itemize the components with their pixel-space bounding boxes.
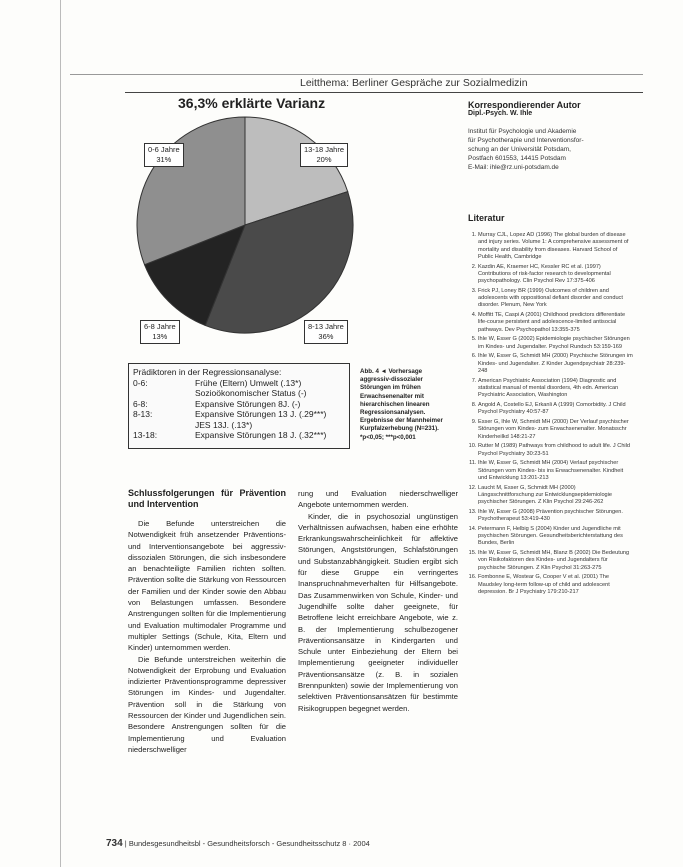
paragraph: rung und Evaluation niederschwelliger Angebote unternommen werden. [298,489,458,510]
predictor-text: JES 13J. (.13*) [195,419,253,430]
slice-label-text: 13-18 Jahre [304,145,345,154]
slice-value-text: 31% [156,155,172,164]
page-number: 734 [106,838,123,849]
address-line: Postfach 601553, 14415 Potsdam [468,155,566,162]
body-column-left [128,488,286,755]
predictor-text: Expansive Störungen 8J. (-) [195,398,301,409]
reference-item: 16. Fombonne E, Wostear G, Cooper V et al. (2001) The Maudsley long-term follow-up of child and adolescent depression. Br J Psychiatry 179:210-217 [478,574,633,596]
reference-item: 9. Esser G, Ihle W, Schmidt MH (2000) Der Verlauf psychischer Störungen vom Kindes- zum Erwachsenenalter. Monatsschr Kinderheilkd 148:21-27 [478,419,633,441]
predictor-text: Sozioökonomischer Status (-) [195,388,307,398]
slice-label-text: 8-13 Jahre [308,322,344,331]
predictors-title: Prädiktoren in der Regressionsanalyse: [133,367,282,377]
reference-item: 6. Ihle W, Esser G, Schmidt MH (2000) Psychische Störungen im Kindes- und Jugendalter. Z Kinder Jugendpsychiatr 28:239-248 [478,353,633,375]
slice-label-13-18 [300,143,348,167]
top-rule [70,74,643,75]
footer-separator: | [124,839,129,848]
predictors-box [128,363,350,449]
slice-label-6-8 [140,320,180,344]
figure-title: 36,3% erklärte Varianz [178,95,326,111]
predictor-row [133,420,345,431]
address-line: schung an der Universität Potsdam, [468,146,571,153]
predictor-age: 6-8: [133,398,148,409]
reference-item: 1. Murray CJL, Lopez AD (1996) The global burden of disease and injury series. Volume 1: A comprehensive assessment of mortality and disability from diseases. Harvard School of Public Health, Cambridge [478,232,633,261]
slice-label-8-13 [304,320,348,344]
body-column-right [298,488,458,714]
address-line: Institut für Psychologie und Akademie [468,128,577,135]
slice-value-text: 36% [318,332,334,341]
reference-item: 5. Ihle W, Esser G (2002) Epidemiologie psychischer Störungen im Kindes- und Jugendalter. Psychol Rundsch 53:159-169 [478,336,633,351]
predictor-row [133,388,345,399]
predictor-row [133,378,345,389]
reference-item: 14. Petermann F, Helbig S (2004) Kinder und Jugendliche mit psychischen Störungen. Gesundheitsberichterstattung des Bundes, Berlin [478,526,633,548]
figure-caption: Abb. 4 ◄ Vorhersage aggressiv-dissozialer Störungen im frühen Erwachsenenalter mit hierarchischen linearen Regressionsanalysen. Ergebnisse der Mannheimer Kurpfalzerhebung (N=231). *p<0,05; ***p<0,001 [360,368,443,441]
reference-item: 3. Frick PJ, Loney BR (1999) Outcomes of children and adolescents with oppositional defiant disorder and conduct disorder. Plenum, New York [478,288,633,310]
section-heading: Schlussfolgerungen für Prävention und Intervention [128,488,286,509]
page-edge [60,0,61,867]
sidebar [468,100,628,172]
slice-label-text: 6-8 Jahre [144,322,176,331]
predictor-row [133,409,345,420]
correspondence-name: Dipl.-Psych. W. Ihle [468,110,533,117]
reference-item: 2. Kazdin AE, Kraemer HC, Kessler RC et al. (1997) Contributions of risk-factor research to developmental psychopathology. Clin Psychol Rev 17:375-406 [478,264,633,286]
predictor-text: Expansive Störungen 13 J. (.29***) [195,409,327,419]
reference-list [468,232,633,599]
slice-value-text: 13% [152,332,168,341]
running-header: Leitthema: Berliner Gespräche zur Sozialmedizin [300,77,528,89]
address-line: für Psychotherapie und Interventionsfor- [468,137,584,144]
slice-value-text: 20% [316,155,332,164]
predictor-text: Frühe (Eltern) Umwelt (.13*) [195,377,302,388]
reference-item: 8. Angold A, Costello EJ, Erkanli A (1999) Comorbidity. J Child Psychol Psychiatry 40:57-87 [478,402,633,417]
reference-item: 7. American Psychiatric Association (1994) Diagnostic and statistical manual of mental disorders, 4th edn. American Psychiatric Association, Washington [478,378,633,400]
page-footer [106,838,370,849]
predictor-row [133,399,345,410]
predictor-text: Expansive Störungen 18 J. (.32***) [195,430,327,440]
reference-item: 15. Ihle W, Esser G, Schmidt MH, Blanz B (2002) Die Bedeutung von Risikofaktoren des Kindes- und Jugendalters für psychische Störungen. Z Klin Psychol 31:263-275 [478,550,633,572]
header-rule [125,92,643,93]
literature-heading: Literatur [468,213,505,223]
paragraph: Die Befunde unterstreichen weiterhin die Notwendigkeit der Erprobung und Evaluation indizierter Präventionsprogramme depressiver Störungen im Kindes- und Jugendalter. Prävention soll in die Stärkung von Ressourcen der Kinder und Jugendlichen sein. Besondere Anstrengungen sollten für die Implementierung und Evaluation niederschwelliger [128,654,286,754]
predictor-row [133,430,345,441]
reference-item: 13. Ihle W, Esser G (2008) Prävention psychischer Störungen. Psychotherapeut 53:419-430 [478,509,633,524]
slice-label-text: 0-6 Jahre [148,145,180,154]
correspondence-heading: Korrespondierender Autor [468,100,581,110]
predictor-age: 8-13: [133,409,153,419]
slice-label-0-6 [144,143,184,167]
reference-item: 4. Moffitt TE, Caspi A (2001) Childhood predictors differentiate life-course persistent and adolescence-limited antisocial pathways. Dev Psychopathol 13:355-375 [478,312,633,334]
reference-item: 10. Rutter M (1989) Pathways from childhood to adult life. J Child Psychol Psychiatry 30:23-51 [478,443,633,458]
address-line: E-Mail: ihle@rz.uni-potsdam.de [468,164,559,171]
predictor-age [133,420,195,431]
journal-name: Bundesgesundheitsbl - Gesundheitsforsch - Gesundheitsschutz 8 · 2004 [128,839,370,848]
reference-item: 11. Ihle W, Esser G, Schmidt MH (2004) Verlauf psychischer Störungen vom Kindes- bis ins Erwachsenenalter. Kindheit und Entwicklung 13:201-213 [478,460,633,482]
paragraph: Kinder, die in psychosozial ungünstigen Verhältnissen aufwachsen, haben eine erhöhte Erkrankungswahrscheinlichkeit für affektive Störungen, Angststörungen, Schlafstörungen und Substanzabhängigkeit. Studien ergibt sich für diese Gruppe ein verringertes Inanspruchnahmeverhalten für Hilfsangebote. Das Zusammenwirken von Schule, Kinder- und Jugendhilfe sollte daher geeignete, für Betroffene leicht erreichbare Angebote, wie z. B. der Implementierung schulbezogener Präventionsansätze in Kindergarten und Schule unter Einbeziehung der Eltern bei Implementierung geeigneter individueller Präventionsansätze (z. B. in sozialen Brennpunkten) sowie der Implementierung von selektiven Präventionsansätzen für bestimmte Risikogruppen begegnet werden. [298,511,458,713]
reference-item: 12. Laucht M, Esser G, Schmidt MH (2000) Längsschnittforschung zur Entwicklungsepidemiologie psychischer Störungen. Z Klin Psychol 29:246-262 [478,485,633,507]
predictor-age [133,388,195,399]
predictor-age: 0-6: [133,377,148,388]
predictor-age: 13-18: [133,430,158,440]
paragraph: Die Befunde unterstreichen die Notwendigkeit früh ansetzender Präventions- und Interventionsangebote bei aggressiv-dissozialen Störungen, die sich insbesondere an benachteiligte Familien richten sollten. Prävention sollte die Stärkung von Ressourcen der Familien und der Kinder sowie den Abbau von Belastungen umfassen. Besondere Anstrengungen sollten für die Implementierung und Evaluation multimodaler Programme und multipler Settings (Schule, Kita, Eltern und Kinder) unternommen werden. [128,519,286,653]
